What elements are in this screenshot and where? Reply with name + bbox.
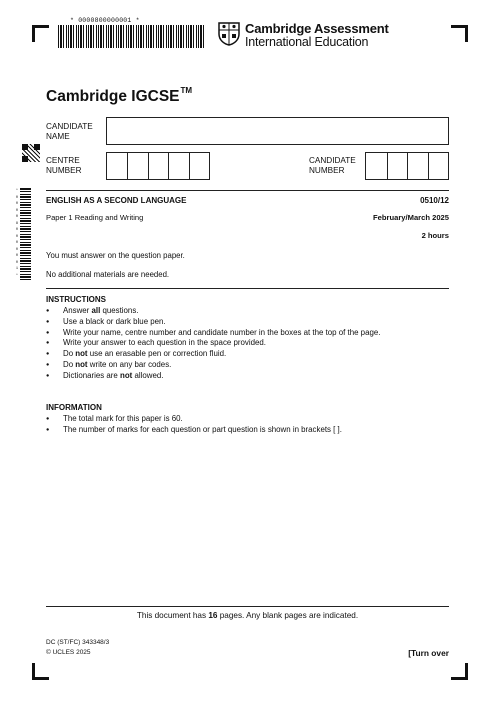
list-item: ● Dictionaries are not allowed.	[46, 371, 446, 382]
corner-mark-bottom-right	[451, 663, 468, 680]
side-barcode-number: * 0 0 0 0 8 0 0 0 0 0 0 1 *	[15, 189, 19, 278]
information-heading: INFORMATION	[46, 403, 102, 412]
list-item: ● The total mark for this paper is 60.	[46, 414, 446, 425]
paper-code: 0510/12	[420, 196, 449, 205]
digit-box[interactable]	[407, 153, 428, 179]
document-code: DC (ST/FC) 343348/3	[46, 639, 110, 646]
candidate-name-field[interactable]	[106, 117, 449, 145]
digit-box[interactable]	[107, 153, 127, 179]
digit-box[interactable]	[168, 153, 188, 179]
centre-number-field[interactable]	[106, 152, 210, 180]
digit-box[interactable]	[387, 153, 408, 179]
candidate-number-label: CANDIDATE NUMBER	[309, 156, 356, 175]
exam-duration: 2 hours	[421, 231, 449, 240]
centre-number-label: CENTRE NUMBER	[46, 156, 82, 175]
digit-box[interactable]	[428, 153, 449, 179]
list-item: ● Write your answer to each question in the space provided.	[46, 338, 446, 349]
corner-mark-top-left	[32, 25, 49, 42]
paper-name: Paper 1 Reading and Writing	[46, 213, 144, 222]
barcode-number: * 0000800000001 *	[70, 17, 140, 24]
materials-note: No additional materials are needed.	[46, 270, 170, 279]
list-item: ● Answer all questions.	[46, 306, 446, 317]
divider	[46, 606, 449, 607]
qr-code	[22, 144, 40, 162]
divider	[46, 190, 449, 191]
turn-over-label: [Turn over	[408, 648, 449, 658]
list-item: ● Use a black or dark blue pen.	[46, 317, 446, 328]
trademark: TM	[180, 86, 193, 95]
list-item: ● The number of marks for each question or part question is shown in brackets [ ].	[46, 425, 446, 436]
digit-box[interactable]	[148, 153, 168, 179]
page-count-note: This document has 16 pages. Any blank pages are indicated.	[136, 611, 359, 620]
top-barcode	[58, 25, 204, 48]
divider	[46, 288, 449, 289]
logo-line-2: International Education	[245, 35, 369, 49]
list-item: ● Do not use an erasable pen or correction fluid.	[46, 349, 446, 360]
instructions-heading: INSTRUCTIONS	[46, 295, 106, 304]
corner-mark-bottom-left	[32, 663, 49, 680]
digit-box[interactable]	[127, 153, 147, 179]
answer-note: You must answer on the question paper.	[46, 251, 185, 260]
candidate-name-label: CANDIDATE NAME	[46, 122, 93, 141]
list-item: ● Do not write on any bar codes.	[46, 360, 446, 371]
list-item: ● Write your name, centre number and candidate number in the boxes at the top of the page.	[46, 328, 446, 339]
digit-box[interactable]	[189, 153, 209, 179]
copyright: © UCLES 2025	[46, 649, 91, 656]
crest-icon	[218, 22, 240, 46]
exam-session: February/March 2025	[373, 213, 449, 222]
digit-box[interactable]	[366, 153, 387, 179]
cambridge-logo	[218, 20, 389, 50]
information-list	[46, 414, 446, 436]
page-title: Cambridge IGCSE™	[46, 86, 193, 105]
instructions-list	[46, 306, 446, 382]
subject-title: ENGLISH AS A SECOND LANGUAGE	[46, 196, 187, 205]
side-barcode	[20, 188, 31, 280]
candidate-number-field[interactable]	[365, 152, 449, 180]
logo-line-1: Cambridge Assessment	[245, 21, 389, 36]
corner-mark-top-right	[451, 25, 468, 42]
